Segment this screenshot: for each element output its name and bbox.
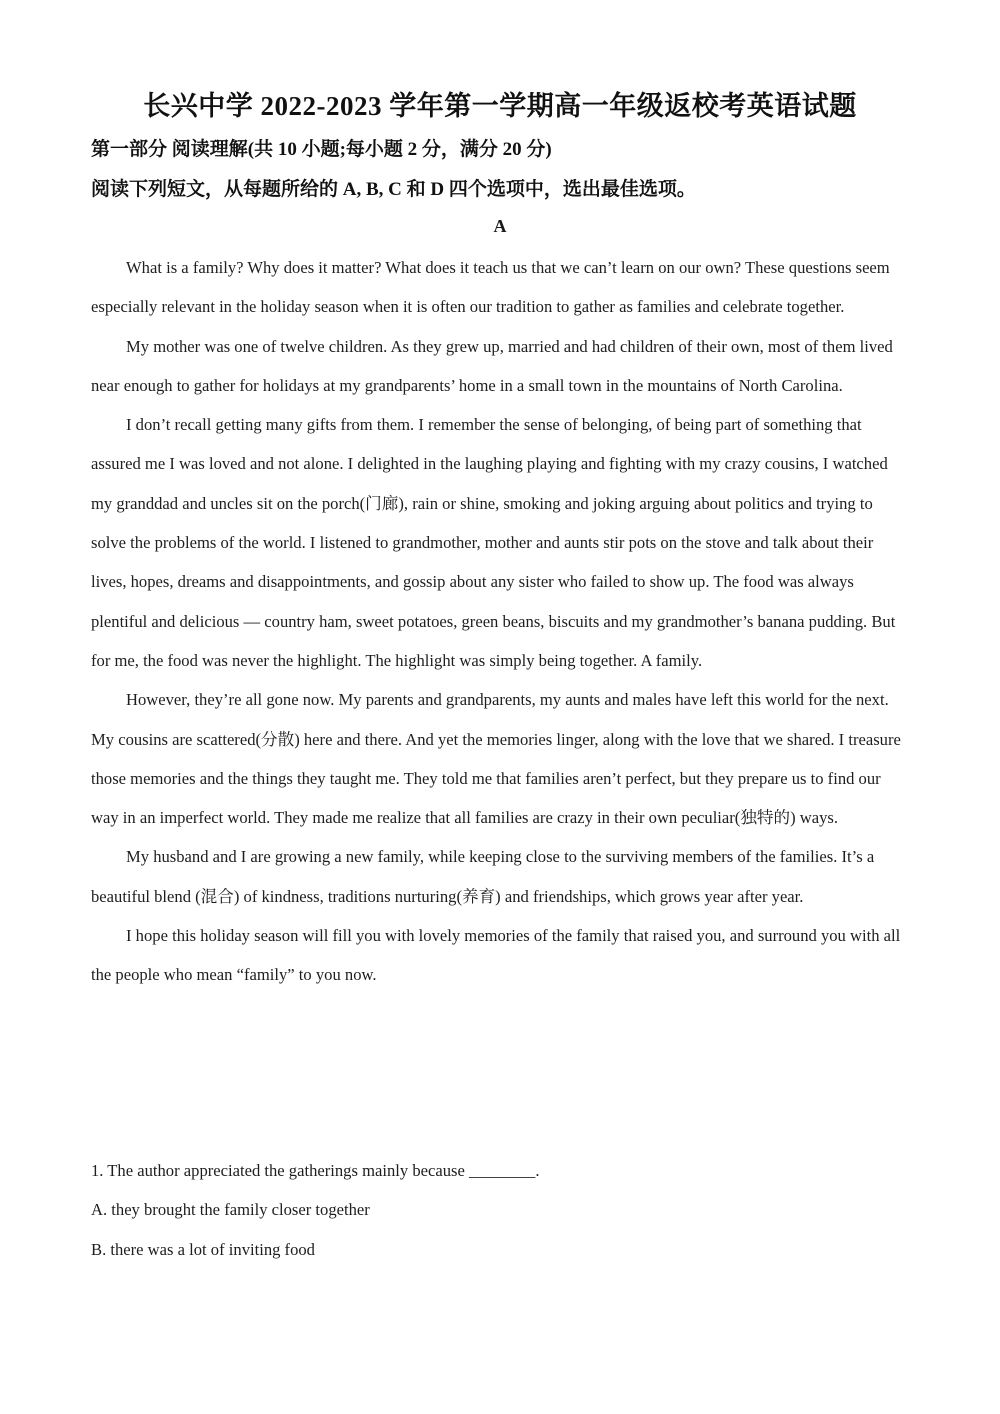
passage-paragraph: What is a family? Why does it matter? What does it teach us that we can’t learn on our own? These questions seem especially relevant in the holiday season when it is often our tradition to gather as families and celebrate together. [91, 258, 890, 317]
page-title: 长兴中学 2022-2023 学年第一学期高一年级返校考英语试题 [143, 91, 857, 121]
passage-body [91, 248, 911, 995]
passage-paragraph: My mother was one of twelve children. As they grew up, married and had children of their own, most of them lived near enough to gather for holidays at my grandparents’ home in a small town in the mountains of North Carolina. [91, 336, 893, 395]
question-block [91, 1151, 911, 1269]
passage-paragraph: I hope this holiday season will fill you with lovely memories of the family that raised you, and surround you with all the people who mean “family” to you now. [91, 926, 901, 985]
answer-option: B. there was a lot of inviting food [91, 1239, 315, 1259]
part-heading: 第一部分 阅读理解(共 10 小题;每小题 2 分，满分 20 分) [91, 139, 552, 160]
passage-paragraph: My husband and I are growing a new family, while keeping close to the surviving members of the families. It’s a beautiful blend (混合) of kindness, traditions nurturing(养育) and friendships, which grows year after year. [91, 847, 875, 906]
passage-label: A [493, 216, 507, 236]
passage-paragraph: I don’t recall getting many gifts from them. I remember the sense of belonging, of being part of something that assured me I was loved and not alone. I delighted in the laughing playing and fighting with my crazy cousins, I watched my granddad and uncles sit on the porch(门廊), rain or shine, smoking and joking arguing about politics and trying to solve the problems of the world. I listened to grandmother, mother and aunts stir pots on the stove and talk about their lives, hopes, dreams and disappointments, and gossip about any sister who failed to show up. The food was always plentiful and delicious — country ham, sweet potatoes, green beans, biscuits and my grandmother’s banana pudding. But for me, the food was never the highlight. The highlight was simply being together. A family. [91, 415, 896, 670]
answer-option: A. they brought the family closer together [91, 1200, 370, 1220]
passage-paragraph: However, they’re all gone now. My parents and grandparents, my aunts and males have left this world for the next. My cousins are scattered(分散) here and there. And yet the memories linger, along with the love that we shared. I treasure those memories and the things they taught me. They told me that families aren’t perfect, but they prepare us to find our way in an imperfect world. They made me realize that all families are crazy in their own peculiar(独特的) ways. [91, 690, 901, 828]
instructions: 阅读下列短文，从每题所给的 A, B, C 和 D 四个选项中，选出最佳选项。 [91, 179, 696, 200]
question-stem: 1. The author appreciated the gatherings mainly because ________. [91, 1161, 540, 1180]
